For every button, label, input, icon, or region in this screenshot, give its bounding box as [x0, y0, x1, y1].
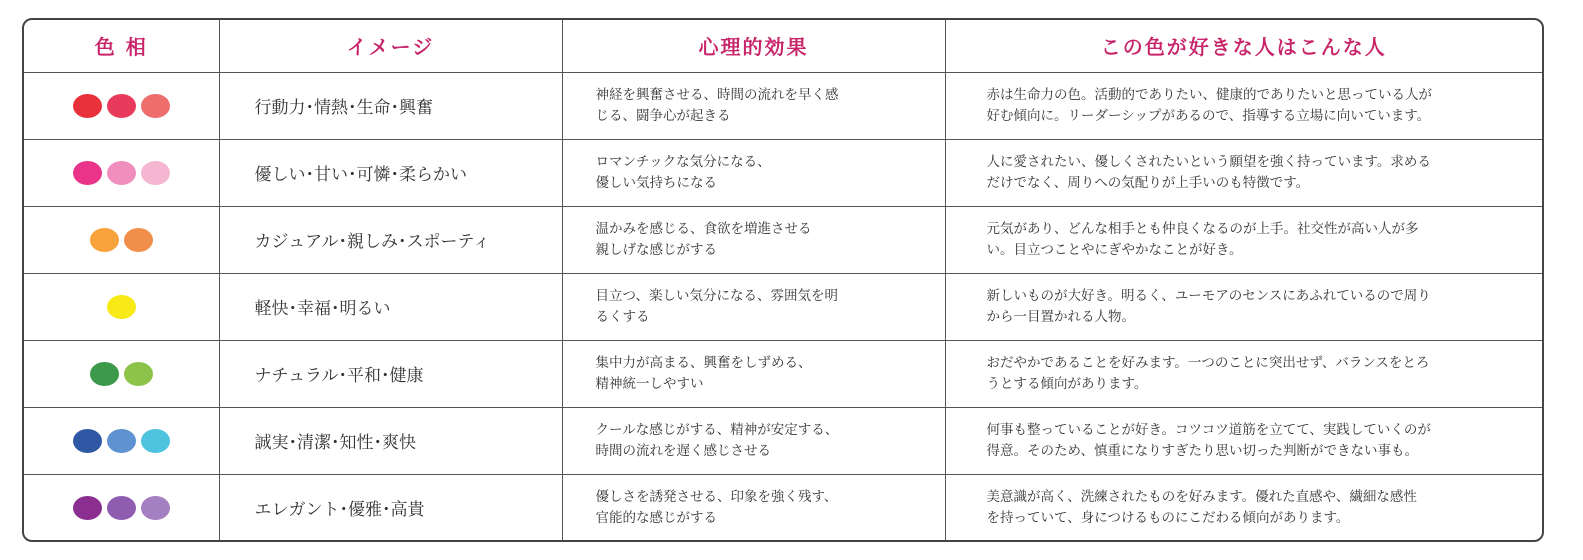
image-cell: エレガント･優雅･高貴	[219, 474, 562, 541]
person-line: 赤は生命力の色。活動的でありたい、健康的でありたいと思っている人が	[986, 86, 1432, 103]
effect-line: 集中力が高まる、興奮をしずめる、	[595, 354, 812, 371]
person-cell	[945, 139, 1542, 206]
table-row	[24, 273, 1542, 340]
effect-cell	[562, 273, 945, 340]
table-row	[24, 206, 1542, 273]
effect-line: クールな感じがする、精神が安定する、	[595, 421, 839, 438]
effect-line: 優しさを誘発させる、印象を強く残す、	[595, 488, 838, 505]
person-cell	[945, 72, 1542, 139]
hue-cell	[24, 72, 219, 139]
effect-line: 神経を興奮させる、時間の流れを早く感	[595, 86, 839, 103]
person-cell	[945, 474, 1542, 541]
color-swatch	[141, 161, 170, 185]
person-line: 得意。そのため、慎重になりすぎたり思い切った判断ができない事も。	[986, 442, 1418, 459]
person-line: 何事も整っていることが好き。コツコツ道筋を立てて、実践していくのが	[986, 421, 1431, 438]
person-line: 好む傾向に。リーダーシップがあるので、指導する立場に向いています。	[986, 107, 1431, 124]
effect-cell	[562, 72, 945, 139]
person-line: い。目立つことやにぎやかなことが好き。	[986, 241, 1243, 258]
color-swatch	[124, 228, 153, 252]
effect-cell	[562, 474, 945, 541]
person-line: 新しいものが大好き。明るく、ユーモアのセンスにあふれているので周り	[986, 287, 1431, 304]
hue-cell	[24, 474, 219, 541]
person-line: 美意識が高く、洗練されたものを好みます。優れた直感や、繊細な感性	[986, 488, 1417, 505]
effect-cell	[562, 206, 945, 273]
color-swatch	[73, 161, 102, 185]
table-row	[24, 139, 1542, 206]
effect-line: 官能的な感じがする	[595, 509, 717, 526]
effect-cell	[562, 407, 945, 474]
header-hue: 色 相	[24, 20, 219, 72]
color-swatches	[25, 429, 218, 453]
hue-cell	[24, 206, 219, 273]
color-swatch	[73, 496, 102, 520]
color-swatch	[107, 295, 136, 319]
person-line: 人に愛されたい、優しくされたいという願望を強く持っています。求める	[986, 153, 1431, 170]
color-swatches	[25, 496, 218, 520]
effect-line: 温かみを感じる、食欲を増進させる	[595, 220, 812, 237]
image-cell: 軽快･幸福･明るい	[219, 273, 562, 340]
image-cell: カジュアル･親しみ･スポーティ	[219, 206, 562, 273]
table-row	[24, 72, 1542, 139]
person-cell	[945, 407, 1542, 474]
image-cell: ナチュラル･平和･健康	[219, 340, 562, 407]
color-swatches	[25, 295, 218, 319]
person-line: うとする傾向があります。	[986, 375, 1148, 392]
color-swatches	[25, 228, 218, 252]
person-line: から一目置かれる人物。	[986, 308, 1135, 325]
color-swatch	[124, 362, 153, 386]
image-cell: 行動力･情熱･生命･興奮	[219, 72, 562, 139]
person-cell	[945, 340, 1542, 407]
person-line: を持っていて、身につけるものにこだわる傾向があります。	[986, 509, 1350, 526]
image-cell: 優しい･甘い･可憐･柔らかい	[219, 139, 562, 206]
effect-line: 目立つ、楽しい気分になる、雰囲気を明	[595, 287, 838, 304]
effect-line: 親しげな感じがする	[595, 241, 717, 258]
color-psychology-table	[22, 18, 1544, 542]
image-cell: 誠実･清潔･知性･爽快	[219, 407, 562, 474]
color-swatch	[141, 429, 170, 453]
color-swatch	[141, 496, 170, 520]
header-effect: 心理的効果	[562, 20, 945, 72]
table-row	[24, 407, 1542, 474]
color-swatch	[141, 94, 170, 118]
color-swatch	[107, 496, 136, 520]
effect-cell	[562, 340, 945, 407]
color-swatches	[25, 94, 218, 118]
person-cell	[945, 206, 1542, 273]
hue-cell	[24, 407, 219, 474]
person-line: だけでなく、周りへの気配りが上手いのも特徴です。	[986, 174, 1310, 191]
header-person: この色が好きな人はこんな人	[945, 20, 1542, 72]
header-image: イメージ	[219, 20, 562, 72]
color-swatch	[107, 429, 136, 453]
effect-line: 精神統一しやすい	[595, 375, 704, 392]
table-row	[24, 340, 1542, 407]
color-swatch	[90, 362, 119, 386]
header-row	[24, 20, 1542, 72]
table-row	[24, 474, 1542, 541]
effect-line: 時間の流れを遅く感じさせる	[595, 442, 771, 459]
color-swatch	[90, 228, 119, 252]
hue-cell	[24, 139, 219, 206]
color-swatches	[25, 362, 218, 386]
hue-cell	[24, 273, 219, 340]
effect-line: じる、闘争心が起きる	[595, 107, 731, 124]
effect-line: るくする	[595, 308, 650, 325]
person-cell	[945, 273, 1542, 340]
color-swatch	[107, 161, 136, 185]
person-line: 元気があり、どんな相手とも仲良くなるのが上手。社交性が高い人が多	[986, 220, 1419, 237]
hue-cell	[24, 340, 219, 407]
color-swatch	[73, 429, 102, 453]
color-swatch	[107, 94, 136, 118]
color-swatches	[25, 161, 218, 185]
color-swatch	[73, 94, 102, 118]
effect-cell	[562, 139, 945, 206]
effect-line: 優しい気持ちになる	[595, 174, 717, 191]
person-line: おだやかであることを好みます。一つのことに突出せず、バランスをとろ	[986, 354, 1430, 371]
effect-line: ロマンチックな気分になる、	[595, 153, 771, 170]
